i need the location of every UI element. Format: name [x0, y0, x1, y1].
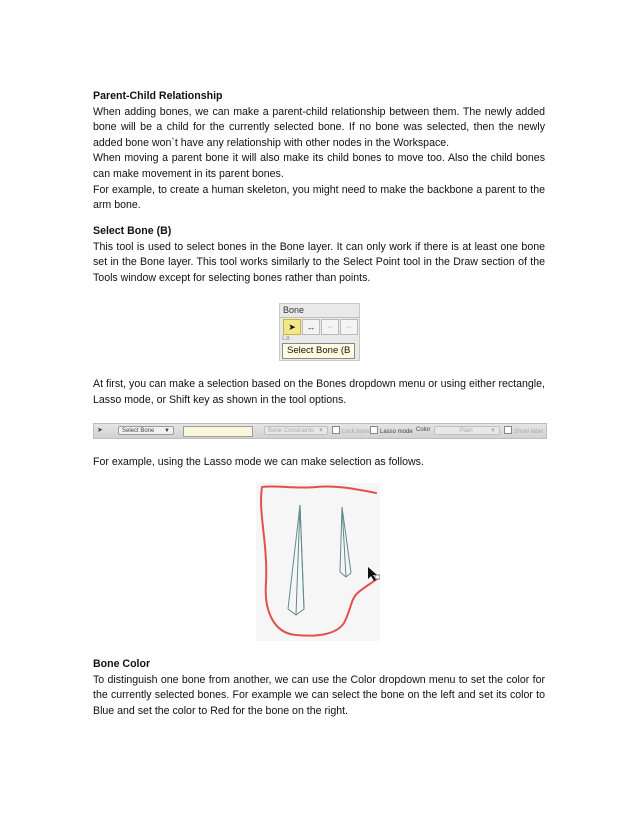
- lasso-cursor-icon: [368, 567, 380, 581]
- lock-bone-checkbox[interactable]: [332, 426, 370, 435]
- lasso-mode-checkbox[interactable]: [370, 426, 413, 435]
- checkbox-box: [504, 426, 512, 434]
- lasso-selection-illustration: [256, 483, 380, 641]
- select-bone-section: [93, 224, 545, 286]
- color-label: Color: [416, 427, 431, 433]
- bone-constraints-label: Bone Constraints: [268, 428, 315, 434]
- lasso-selection-drawing: [256, 483, 380, 641]
- lock-bone-label: Lock bone: [342, 429, 370, 435]
- parent-child-heading: Parent-Child Relationship: [93, 90, 223, 102]
- select-bone-heading: Select Bone (B): [93, 225, 172, 237]
- chevron-down-icon: ▼: [490, 428, 496, 434]
- select-bone-icon[interactable]: ➤: [283, 319, 301, 335]
- bone-panel-screenshot: [279, 303, 360, 361]
- show-label-checkbox[interactable]: [504, 426, 543, 435]
- bone-name-field[interactable]: [183, 426, 253, 437]
- parent-child-paragraph-3: For example, to create a human skeleton, you might need to make the backbone a parent to the arm bone.: [93, 183, 545, 212]
- bone-color-heading: Bone Color: [93, 658, 151, 670]
- bone-color-paragraph: To distinguish one bone from another, we can use the Color dropdown menu to set the color for the currently selected bones. For example we can select the bone on the left and set its color to Blue and set the color to Red for the bone on the right.: [93, 673, 545, 717]
- lasso-intro-section: [93, 455, 545, 471]
- color-dropdown-value: Plain: [459, 428, 473, 434]
- chevron-down-icon: ▼: [164, 428, 170, 434]
- select-bone-icon[interactable]: ➤: [97, 427, 103, 434]
- lasso-mode-label: Lasso mode: [380, 429, 413, 435]
- select-bone-tooltip: Select Bone (B: [282, 343, 355, 359]
- chevron-down-icon: ▼: [318, 428, 324, 434]
- bone-panel-divider: [280, 317, 359, 318]
- bone-color-section: [93, 657, 545, 719]
- selection-intro-paragraph: At first, you can make a selection based on the Bones dropdown menu or using either rectangle, Lasso mode, or Shift key as shown in the tool options.: [93, 378, 545, 406]
- parent-child-section: [93, 89, 545, 214]
- bone-panel-title: Bone: [283, 305, 305, 315]
- lasso-path: [261, 486, 378, 635]
- bone-right: [340, 507, 351, 577]
- checkbox-box: [370, 426, 378, 434]
- color-dropdown[interactable]: [434, 426, 500, 435]
- bone-left: [288, 505, 304, 615]
- bone-panel-row-label: La: [282, 335, 290, 342]
- tool-options-toolbar: [93, 423, 547, 439]
- bone-tool-icon[interactable]: −: [340, 319, 358, 335]
- checkbox-box: [332, 426, 340, 434]
- bone-tool-icon[interactable]: −: [321, 319, 339, 335]
- parent-child-paragraph-2: When moving a parent bone it will also make its child bones to move too. Also the child bones can make movement in its parent bones.: [93, 152, 545, 180]
- bone-constraints-dropdown[interactable]: [264, 426, 328, 435]
- show-label-label: Show label: [514, 429, 544, 435]
- selection-intro-section: [93, 377, 545, 408]
- add-bone-icon[interactable]: ↔: [302, 319, 320, 335]
- lasso-intro-paragraph: For example, using the Lasso mode we can make selection as follows.: [93, 456, 424, 468]
- parent-child-paragraph-1: When adding bones, we can make a parent-child relationship between them. The newly added bone will be a child for the currently selected bone. If no bone was selected, then the newly added bone won`t have any relationship with other nodes in the Workspace.: [93, 105, 545, 149]
- select-bone-paragraph: This tool is used to select bones in the Bone layer. It can only work if there is at least one bone set in the Bone layer. This tool works similarly to the Select Point tool in the Draw section of the Tools window except for selecting bones rather than points.: [93, 240, 545, 284]
- bones-dropdown[interactable]: [118, 426, 174, 435]
- bones-dropdown-value: Select Bone: [122, 428, 155, 434]
